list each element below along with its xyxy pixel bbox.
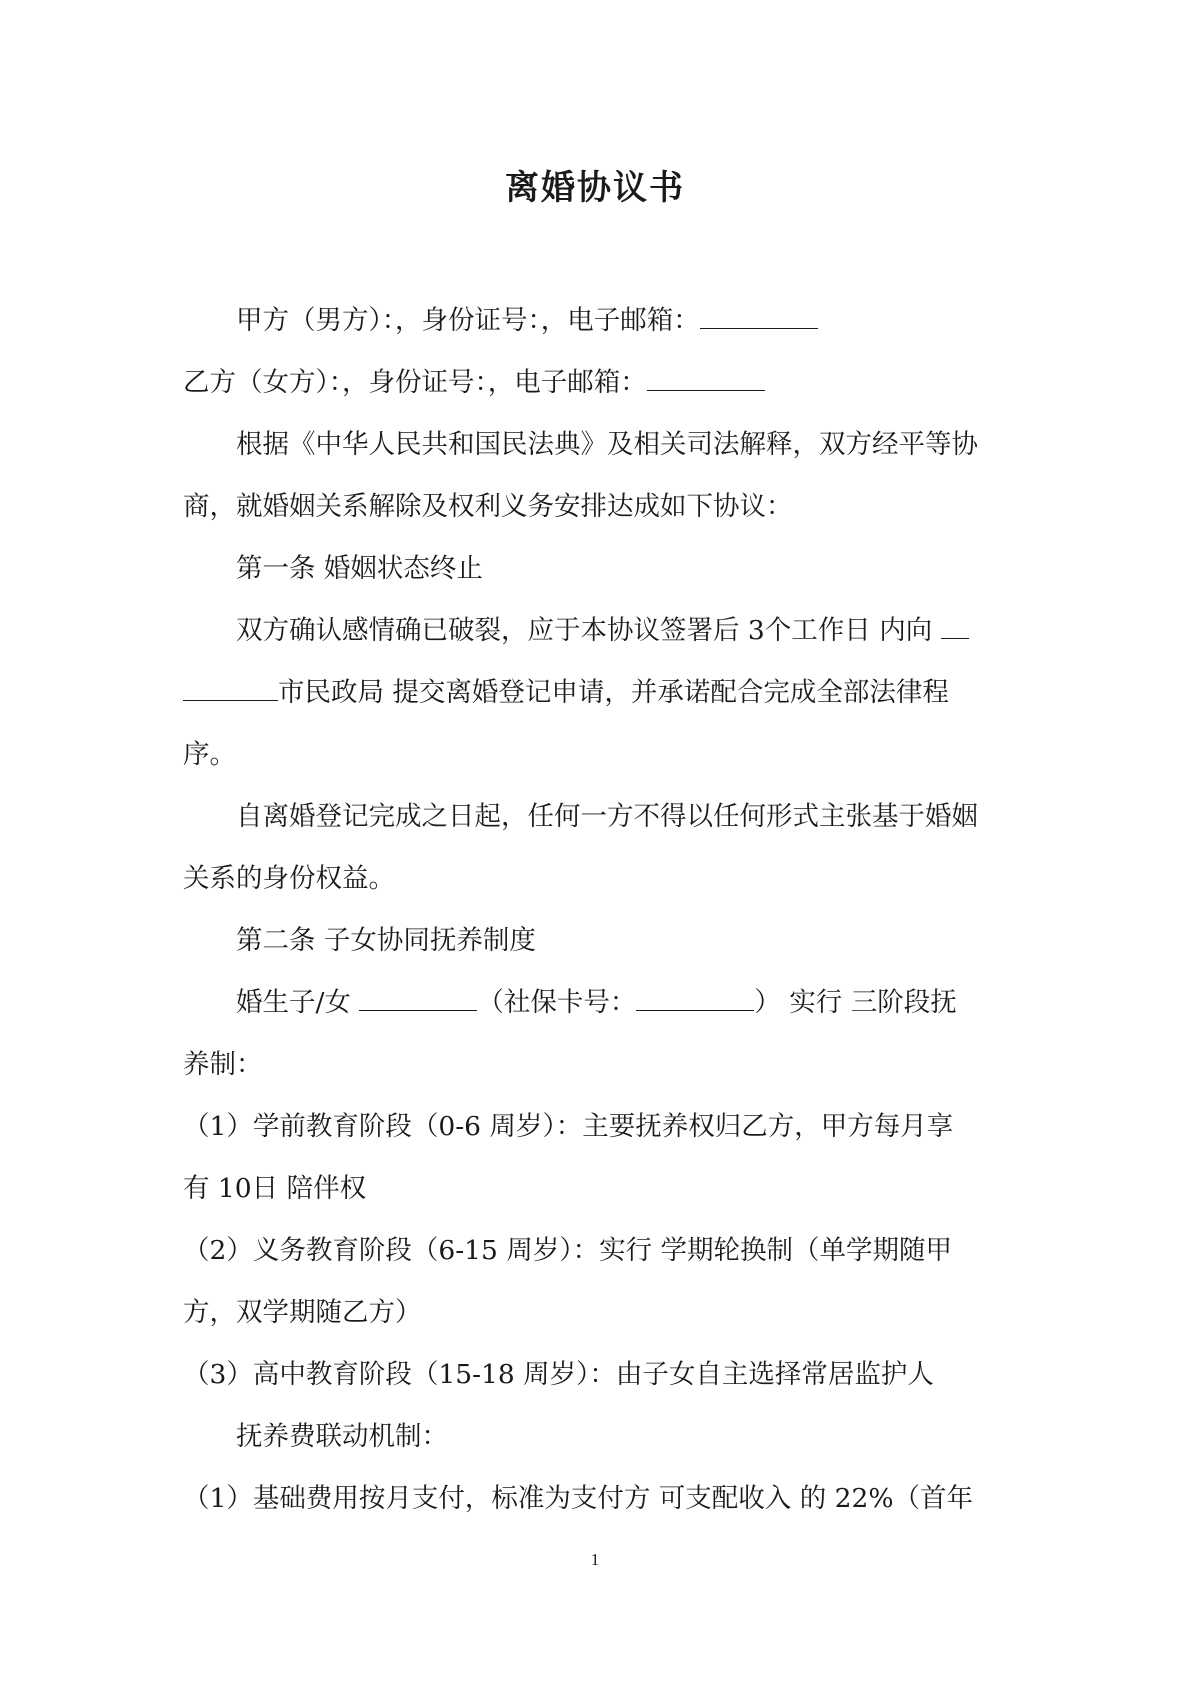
social-security-blank [636, 984, 754, 1011]
civil-affairs-blank-end [183, 674, 278, 701]
party-b-line [183, 352, 1007, 414]
child-name-blank [359, 984, 477, 1011]
support-1-line-1: （1）基础费用按月支付，标准为支付方 可支配收入 的 22%（首年 [183, 1483, 974, 1514]
stage-3-line-1: （3）高中教育阶段（15-18 周岁）：由子女自主选择常居监护人 [183, 1359, 934, 1390]
preamble-line-1: 根据《中华人民共和国民法典》及相关司法解释，双方经平等协 [236, 429, 978, 460]
party-b-text: 乙方（女方）：，身份证号：，电子邮箱： [183, 367, 647, 398]
preamble-line-2: 商，就婚姻关系解除及权利义务安排达成如下协议： [183, 491, 793, 522]
page-number: 1 [590, 1550, 600, 1569]
article-1-heading: 第一条 婚姻状态终止 [236, 553, 483, 584]
party-a-email-blank [700, 302, 818, 329]
stage-1-line-1: （1）学前教育阶段（0-6 周岁）：主要抚养权归乙方，甲方每月享 [183, 1111, 954, 1142]
article-1-p1-line-3: 序。 [183, 739, 236, 770]
article-2-heading: 第二条 子女协同抚养制度 [236, 925, 536, 956]
stage-2-line-1: （2）义务教育阶段（6-15 周岁）：实行 学期轮换制（单学期随甲 [183, 1235, 952, 1266]
child-label: 婚生子/女 [236, 987, 351, 1018]
article-1-p1-line-1 [183, 600, 1007, 662]
child-info-line-1 [183, 972, 1007, 1034]
party-b-email-blank [647, 364, 765, 391]
document-title: 离婚协议书 [505, 168, 685, 208]
social-security-label: （社保卡号： [477, 987, 637, 1018]
article-1-p1-line-2 [183, 662, 1007, 724]
stage-2-line-2: 方，双学期随乙方） [183, 1297, 422, 1328]
support-heading: 抚养费联动机制： [236, 1421, 448, 1452]
party-a-line [183, 290, 1007, 352]
article-1-p2-line-1: 自离婚登记完成之日起，任何一方不得以任何形式主张基于婚姻 [236, 801, 978, 832]
article-1-p1-line-2-text: 市民政局 提交离婚登记申请，并承诺配合完成全部法律程 [278, 677, 949, 708]
civil-affairs-blank-start [941, 612, 969, 639]
document-body [183, 290, 1007, 1530]
article-1-p2-line-2: 关系的身份权益。 [183, 863, 395, 894]
article-1-p1-line-1-text: 双方确认感情确已破裂，应于本协议签署后 3个工作日 内向 [236, 615, 933, 646]
child-info-tail: ） 实行 三阶段抚 [754, 987, 957, 1018]
child-info-line-2: 养制： [183, 1049, 263, 1080]
party-a-text: 甲方（男方）：，身份证号：，电子邮箱： [236, 305, 700, 336]
stage-1-line-2: 有 10日 陪伴权 [183, 1173, 367, 1204]
